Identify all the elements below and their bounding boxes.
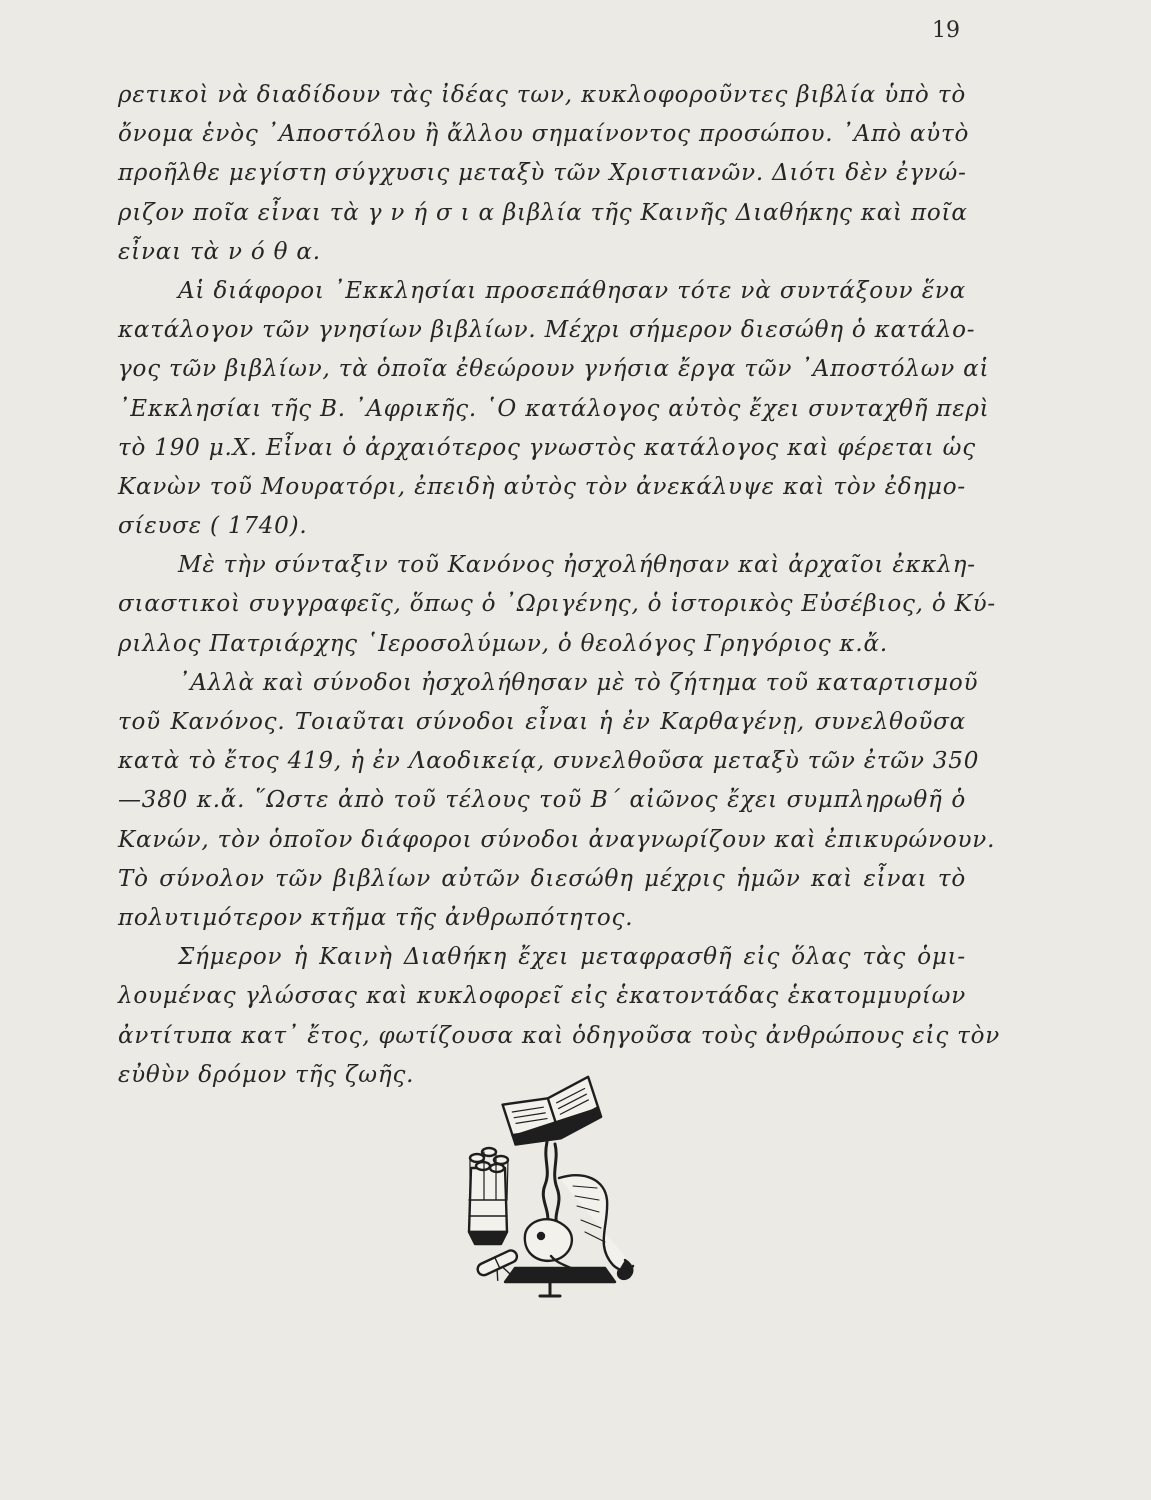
text-line: ᾿Αλλὰ καὶ σύνοδοι ἠσχολήθησαν μὲ τὸ ζήτημα τοῦ καταρτισμοῦ — [178, 669, 979, 696]
text-line: ὄνομα ἑνὸς ᾿Αποστόλου ἢ ἄλλου σημαίνοντος προσώπου. ᾿Απὸ αὐτὸ — [118, 121, 970, 148]
text-line: σιαστικοὶ συγγραφεῖς, ὅπως ὁ ᾿Ωριγένης, ὁ ἱστορικὸς Εὐσέβιος, ὁ Κύ- — [118, 591, 996, 618]
text-line: κατάλογον τῶν γνησίων βιβλίων. Μέχρι σήμερον διεσώθη ὁ κατάλο- — [118, 317, 976, 344]
text-line: Σήμερον ἡ Καινὴ Διαθήκη ἔχει μεταφρασθῆ εἰς ὅλας τὰς ὁμι- — [178, 944, 966, 971]
text-line: εὐθὺν δρόμον τῆς ζωῆς. — [118, 1061, 415, 1088]
paragraph-2 — [118, 272, 990, 546]
paragraph-1 — [118, 76, 970, 272]
text-line: γος τῶν βιβλίων, τὰ ὁποῖα ἐθεώρουν γνήσια ἔργα τῶν ᾿Αποστόλων αἱ — [118, 356, 990, 383]
text-line: Μὲ τὴν σύνταξιν τοῦ Κανόνος ἠσχολήθησαν καὶ ἀρχαῖοι ἐκκλη- — [178, 552, 976, 579]
text-line: Κανὼν τοῦ Μουρατόρι, ἐπειδὴ αὐτὸς τὸν ἀνεκάλυψε καὶ τὸν ἐδημο- — [118, 473, 966, 500]
body-text — [118, 76, 1001, 1095]
text-line: Κανών, τὸν ὁποῖον διάφοροι σύνοδοι ἀναγνωρίζουν καὶ ἐπικυρώνουν. — [118, 826, 996, 853]
paragraph-3 — [118, 546, 996, 664]
text-line: —380 κ.ἄ. ῞Ωστε ἀπὸ τοῦ τέλους τοῦ Β΄ αἰῶνος ἔχει συμπληρωθῆ ὁ — [118, 787, 966, 814]
paragraph-4 — [118, 664, 996, 938]
page-number: 19 — [932, 18, 960, 43]
text-line: σίευσε ( 1740). — [118, 513, 308, 540]
text-line: Τὸ σύνολον τῶν βιβλίων αὐτῶν διεσώθη μέχρις ἡμῶν καὶ εἶναι τὸ — [118, 865, 966, 892]
text-line: πολυτιμότερον κτῆμα τῆς ἀνθρωπότητος. — [118, 904, 634, 931]
text-line: εἶναι τὰ ν ό θ α. — [118, 238, 321, 265]
text-line: προῆλθε μεγίστη σύγχυσις μεταξὺ τῶν Χριστιανῶν. Διότι δὲν ἐγνώ- — [118, 160, 967, 187]
text-line: Αἱ διάφοροι ᾿Εκκλησίαι προσεπάθησαν τότε νὰ συντάξουν ἕνα — [178, 277, 966, 304]
text-line: τοῦ Κανόνος. Τοιαῦται σύνοδοι εἶναι ἡ ἐν Καρθαγένῃ, συνελθοῦσα — [118, 709, 966, 735]
text-line: κατὰ τὸ ἔτος 419, ἡ ἐν Λαοδικείᾳ, συνελθοῦσα μεταξὺ τῶν ἐτῶν 350 — [118, 748, 980, 775]
text-line: ἀντίτυπα κατ᾿ ἔτος, φωτίζουσα καὶ ὁδηγοῦσα τοὺς ἀνθρώπους εἰς τὸν — [118, 1022, 1001, 1049]
text-line: τὸ 190 μ.Χ. Εἶναι ὁ ἀρχαιότερος γνωστὸς κατάλογος καὶ φέρεται ὡς — [118, 434, 976, 461]
text-line: ᾿Εκκλησίαι τῆς Β. ᾿Αφρικῆς. ῾Ο κατάλογος αὐτὸς ἔχει συνταχθῆ περὶ — [118, 395, 990, 422]
text-line: ρετικοὶ νὰ διαδίδουν τὰς ἰδέας των, κυκλοφοροῦντες βιβλία ὑπὸ τὸ — [118, 82, 966, 108]
text-line: ριλλος Πατριάρχης ῾Ιεροσολύμων, ὁ θεολόγος Γρηγόριος κ.ἄ. — [118, 630, 888, 657]
text-line: ριζον ποῖα εἶναι τὰ γ ν ή σ ι α βιβλία τῆς Καινῆς Διαθήκης καὶ ποῖα — [118, 199, 968, 226]
text-line: λουμένας γλώσσας καὶ κυκλοφορεῖ εἰς ἑκατοντάδας ἑκατομμυρίων — [118, 983, 966, 1010]
book-and-scrolls-vignette-icon — [455, 1060, 655, 1310]
